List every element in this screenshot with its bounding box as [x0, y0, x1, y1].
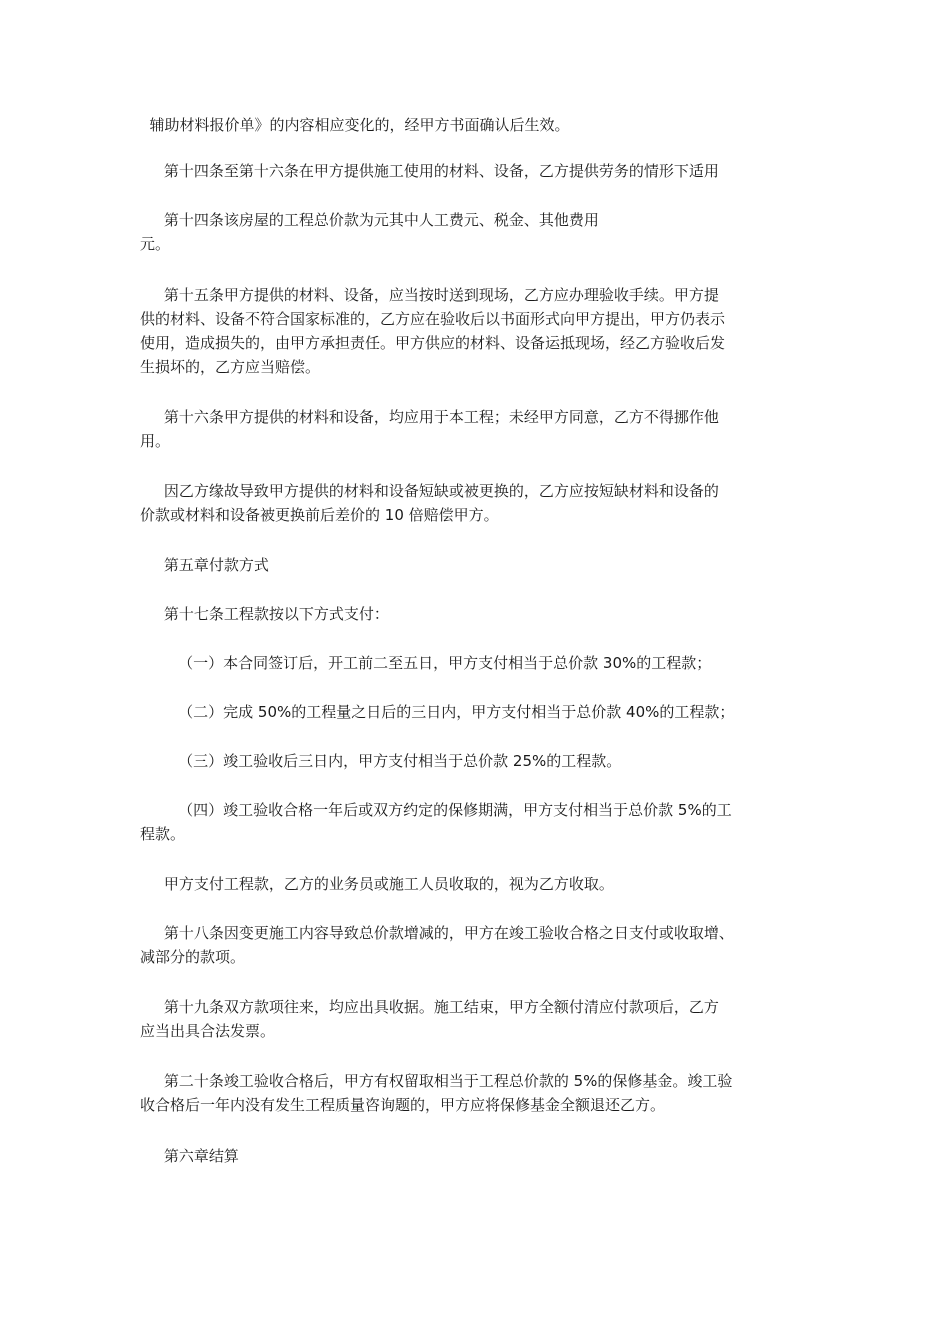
paragraph-14: 第十八条因变更施工内容导致总价款增减的，甲方在竣工验收合格之日支付或收取增、 减部分的款项。	[140, 924, 734, 966]
payment-item-2: （二）完成 50%的工程量之日后的三日内，甲方支付相当于总价款 40%的工程款；	[140, 703, 735, 721]
paragraph-2: 第十四条至第十六条在甲方提供施工使用的材料、设备，乙方提供劳务的情形下适用	[140, 162, 719, 180]
payment-item-4: （四）竣工验收合格一年后或双方约定的保修期满，甲方支付相当于总价款 5%的工 程款。	[140, 801, 732, 843]
payment-item-1: （一）本合同签订后，开工前二至五日，甲方支付相当于总价款 30%的工程款；	[140, 654, 712, 672]
paragraph-15: 第十九条双方款项往来，均应出具收据。施工结束，甲方全额付清应付款项后，乙方 应当出具合法发票。	[140, 998, 719, 1040]
paragraph-3: 第十四条该房屋的工程总价款为元其中人工费元、税金、其他费用 元。	[140, 211, 599, 253]
chapter-heading-5: 第五章付款方式	[140, 556, 269, 574]
paragraph-8: 第十七条工程款按以下方式支付：	[140, 605, 389, 623]
paragraph-1: 辅助材料报价单》的内容相应变化的，经甲方书面确认后生效。	[140, 116, 570, 134]
chapter-heading-6: 第六章结算	[140, 1147, 239, 1165]
payment-item-3: （三）竣工验收后三日内，甲方支付相当于总价款 25%的工程款。	[140, 752, 622, 770]
paragraph-5: 第十六条甲方提供的材料和设备，均应用于本工程；未经甲方同意，乙方不得挪作他 用。	[140, 408, 719, 450]
paragraph-16: 第二十条竣工验收合格后，甲方有权留取相当于工程总价款的 5%的保修基金。竣工验 收合格后一年内没有发生工程质量咨询题的，甲方应将保修基金全额退还乙方。	[140, 1072, 733, 1114]
paragraph-4: 第十五条甲方提供的材料、设备，应当按时送到现场，乙方应办理验收手续。甲方提 供的材料、设备不符合国家标准的，乙方应在验收后以书面形式向甲方提出，甲方仍表示 使用，造成损失的，由甲方承担责任。甲方供应的材料、设备运抵现场，经乙方验收后发 生损坏的，乙方应当赔偿。	[140, 286, 726, 376]
paragraph-13: 甲方支付工程款，乙方的业务员或施工人员收取的，视为乙方收取。	[140, 875, 614, 893]
paragraph-6: 因乙方缘故导致甲方提供的材料和设备短缺或被更换的，乙方应按短缺材料和设备的 价款或材料和设备被更换前后差价的 10 倍赔偿甲方。	[140, 482, 719, 524]
